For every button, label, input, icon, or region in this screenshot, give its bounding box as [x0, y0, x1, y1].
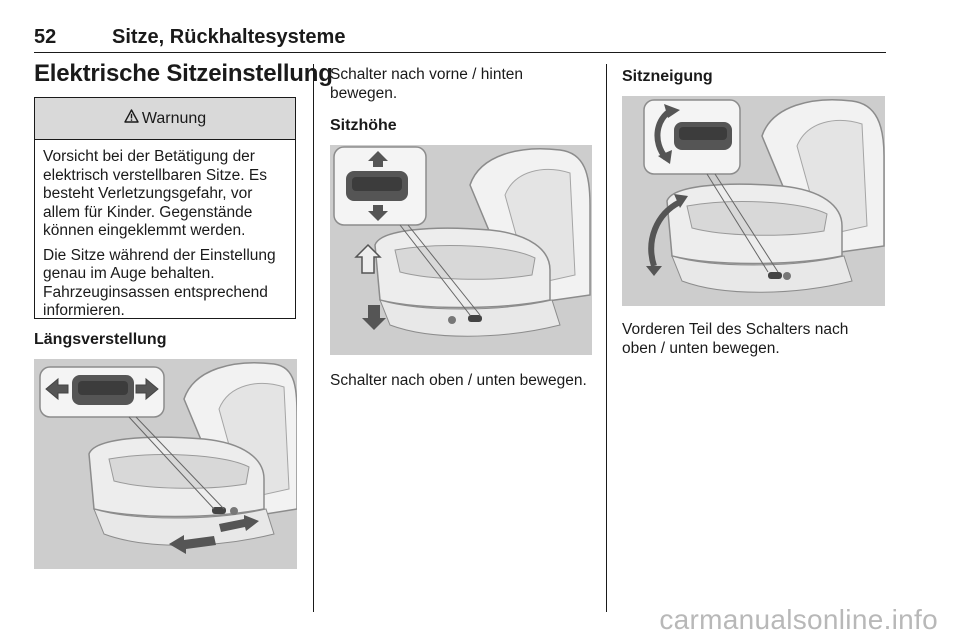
- hoehe-text: Schalter nach oben / unten bewegen.: [330, 372, 587, 389]
- section-title: Elektrische Sitzeinstellung: [34, 60, 333, 87]
- column-divider: [606, 64, 607, 612]
- warning-paragraph: Die Sitze während der Einstellung genau im Auge behalten. Fahrzeuginsassen entsprechend informieren.: [43, 246, 276, 319]
- laengs-text: Schalter nach vorne / hinten bewegen.: [330, 66, 524, 102]
- warning-body: [35, 140, 295, 321]
- laengs-illustration: [34, 359, 297, 569]
- column-divider: [313, 64, 314, 612]
- seat-illustration-tilt: [622, 96, 885, 306]
- hoehe-title: Sitzhöhe: [330, 117, 397, 134]
- hoehe-illustration: [330, 145, 592, 355]
- warning-triangle-icon: [124, 109, 139, 128]
- warning-heading: Warnung: [141, 109, 207, 127]
- neigung-text: Vorderen Teil des Schalters nach oben / unten bewegen.: [622, 321, 849, 357]
- laengs-title: Längsverstellung: [34, 331, 167, 348]
- page-number: 52: [34, 26, 57, 48]
- neigung-illustration: [622, 96, 885, 306]
- watermark: carmanualsonline.info: [659, 604, 938, 635]
- seat-illustration-height: [330, 145, 592, 355]
- page-header: [34, 26, 886, 53]
- warning-box: [34, 97, 296, 319]
- neigung-title: Sitzneigung: [622, 68, 713, 85]
- running-title: Sitze, Rückhaltesysteme: [112, 26, 346, 48]
- warning-paragraph: Vorsicht bei der Betätigung der elektrisch verstellbaren Sitze. Es besteht Verletzungsgefahr, vor allem für Kinder. Gegenstände können eingeklemmt werden.: [43, 148, 267, 239]
- warning-header: [35, 98, 295, 140]
- seat-illustration-fore-aft: [34, 359, 297, 569]
